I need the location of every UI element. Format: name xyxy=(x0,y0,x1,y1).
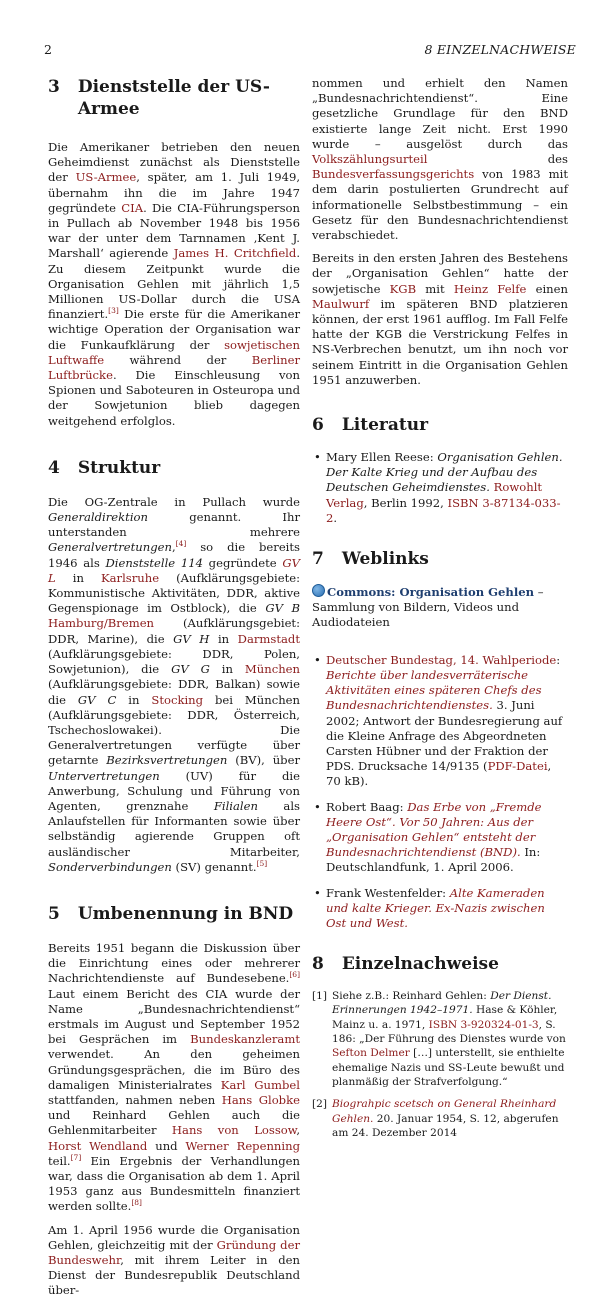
section-number: 6 xyxy=(312,415,324,436)
footnote-ref[interactable]: [6] xyxy=(289,970,300,980)
text: während der xyxy=(104,352,252,367)
link-commons[interactable]: Commons: Organisation Gehlen xyxy=(327,585,535,600)
link-werner-repenning[interactable]: Werner Repenning xyxy=(185,1138,300,1153)
weblinks-list xyxy=(312,653,568,931)
text: 20. Januar 1954, S. 12, abgerufen am 24. Dezember 2014 xyxy=(332,1112,559,1139)
text: (SV) genannt. xyxy=(171,859,257,874)
text: (Aufklärungsgebiet: DDR, Marine), die xyxy=(48,616,300,646)
text: Der Dienst. Erinnerungen 1942–1971. xyxy=(332,990,552,1017)
text: . xyxy=(333,510,338,525)
link-gv-l[interactable]: GV L xyxy=(48,555,300,585)
section-number: 7 xyxy=(312,549,324,570)
text: als Anlaufstellen für Informanten sowie über selbständig agierende Gruppen oft ausländischer Mitarbeiter, xyxy=(48,798,300,859)
text: In: Deutschlandfunk, 1. April 2006. xyxy=(326,845,541,875)
heading-umbenennung xyxy=(48,903,300,925)
text: , Berlin 1992, xyxy=(363,495,448,510)
text: . Die CIA-Führungsperson in Pullach ab November 1948 bis 1956 war der unter dem Tarnnamen ‚Kent J. Marshall‘ agierende xyxy=(48,200,300,261)
list-item xyxy=(312,886,568,932)
text: einen xyxy=(526,281,568,296)
text: Laut einem Bericht des CIA wurde der Name „Bundesnachrichtendienst“ erstmals im August und September 1952 bei Gesprächen im xyxy=(48,986,300,1047)
text: GV H xyxy=(173,631,210,646)
link-volkszaehlungsurteil[interactable]: Volkszählungsurteil xyxy=(312,152,428,167)
link-kgb[interactable]: KGB xyxy=(389,281,417,296)
text: nommen und erhielt den Namen „Bundesnachrichtendienst“. Eine gesetzliche Grundlage für den BND existierte lange Zeit nicht. Erst 1990 wurde – ausgelöst durch das xyxy=(312,76,568,151)
text: , xyxy=(171,540,176,555)
text: Mary Ellen Reese: xyxy=(326,450,438,465)
text: Frank Westenfelder: xyxy=(326,885,450,900)
link-karl-gumbel[interactable]: Karl Gumbel xyxy=(220,1077,300,1092)
link-heinz-felfe[interactable]: Heinz Felfe xyxy=(453,281,527,296)
left-column xyxy=(48,76,300,1299)
text: Sonderverbindungen xyxy=(48,859,172,874)
link-maulwurf[interactable]: Maulwurf xyxy=(312,296,370,311)
text: Hase & Köhler, Mainz u. a. 1971, xyxy=(332,1004,558,1031)
text: Bereits in den ersten Jahren des Bestehens der „Organisation Gehlen“ hatte der sowjetische xyxy=(312,251,568,296)
text: (BV), über xyxy=(227,753,300,768)
link-stocking[interactable]: Stocking xyxy=(151,692,204,707)
section-title: Einzelnachweise xyxy=(341,954,499,975)
text: , S. 186: „Der Führung des Dienstes wurde von xyxy=(332,1018,566,1046)
link-bundeskanzleramt[interactable]: Bundeskanzleramt xyxy=(190,1032,300,1047)
text: Die erste für die Amerikaner wichtige Operation der Organisation war die Funkaufklärung der xyxy=(48,307,300,352)
text: , mit ihrem Leiter in den Dienst der Bundesrepublik Deutschland über- xyxy=(48,1253,300,1298)
link-biographic-sketch[interactable]: Biograhpic scetsch on General Rheinhard Gehlen. xyxy=(332,1098,557,1125)
link-hamburg-bremen[interactable]: Hamburg/Bremen xyxy=(48,616,155,631)
link-cia[interactable]: CIA xyxy=(121,200,144,215)
commons-icon xyxy=(312,584,325,597)
link-pdf[interactable]: PDF-Datei xyxy=(487,759,548,774)
references-list xyxy=(312,989,568,1140)
text: GV C xyxy=(77,692,117,707)
text: , 70 kB). xyxy=(326,759,552,789)
text: und xyxy=(147,1138,186,1153)
footnote-ref[interactable]: [3] xyxy=(108,306,119,316)
footnote-ref[interactable]: [4] xyxy=(175,539,187,549)
link-isbn[interactable]: ISBN 3-87134-033-2 xyxy=(326,495,561,525)
heading-dienststelle xyxy=(48,76,300,120)
text: Organisation Gehlen. Der Kalte Krieg und der Aufbau des Deutschen Geheimdienstes. xyxy=(326,450,563,495)
text: – Sammlung von Bildern, Videos und Audiodateien xyxy=(312,585,544,630)
link-us-armee[interactable]: US-Armee xyxy=(75,170,137,185)
umbenennung-paragraph xyxy=(48,941,300,1215)
text: Generaldirektion xyxy=(48,510,148,525)
running-header: 8 EINZELNACHWEISE xyxy=(424,42,576,57)
text: Robert Baag: xyxy=(326,799,408,814)
text: des xyxy=(427,152,568,167)
text: in xyxy=(116,692,152,707)
text: in xyxy=(209,631,238,646)
section-title: Weblinks xyxy=(341,549,429,570)
footnote-ref[interactable]: [7] xyxy=(70,1152,82,1162)
heading-struktur xyxy=(48,457,300,479)
link-gruendung-bundeswehr[interactable]: Gründung der Bundeswehr xyxy=(48,1237,300,1267)
text: (Aufklärungsgebiete: Kommunistische Aktivitäten, DDR, aktive Gegenspionage im Ostblock), die xyxy=(48,570,301,616)
text: genannt. Ihr unterstanden mehrere xyxy=(48,510,300,540)
text: teil. xyxy=(48,1153,71,1168)
footnote-ref[interactable]: [8] xyxy=(131,1198,142,1208)
continuation-paragraph xyxy=(312,76,568,243)
reference-number: [1] xyxy=(312,990,328,1003)
link-bundesverfassungsgericht[interactable]: Bundesverfassungsgerichts xyxy=(312,167,475,182)
reference-item xyxy=(312,989,568,1089)
link-berliner-luftbruecke[interactable]: Berliner Luftbrücke xyxy=(48,352,300,383)
text: 3. Juni 2002; Antwort der Bundesregierung auf die Kleine Anfrage des Abgeordneten Carsten Hübner und der Fraktion der PDS. Drucksache 14/9135 ( xyxy=(326,698,563,774)
section-number: 4 xyxy=(48,457,60,478)
text: bei München (Aufklärungsgebiete: DDR, Österreich, Tschechoslowakei). Die Generalvertretungen verfügte über getarnte xyxy=(48,692,300,768)
link-sowjetische-luftwaffe[interactable]: sowjetischen Luftwaffe xyxy=(48,337,300,367)
text: : xyxy=(556,652,561,667)
heading-literatur xyxy=(312,414,568,436)
text: Siehe z.B.: Reinhard Gehlen: xyxy=(332,990,491,1003)
footnote-ref[interactable]: [5] xyxy=(256,858,268,868)
text: . Zu diesem Zeitpunkt wurde die Organisation Gehlen mit jährlich 1,5 Millionen US-Dollar durch die USA finanziert. xyxy=(48,246,300,322)
link-erbe-fremde-heere[interactable]: Das Erbe von „Fremde Heere Ost“. Vor 50 Jahren: Aus der „Organisation Gehlen“ entsteht der Bundesnachrichtendienst (BND). xyxy=(326,799,542,860)
text: verwendet. An den geheimen Gründungsgesprächen, die im Büro des damaligen Ministerialrates xyxy=(48,1047,300,1092)
text: Filialen xyxy=(213,798,258,813)
link-bundestag[interactable]: Deutscher Bundestag, 14. Wahlperiode xyxy=(326,652,557,667)
text: mit xyxy=(416,281,454,296)
link-darmstadt[interactable]: Darmstadt xyxy=(237,631,301,646)
reference-number: [2] xyxy=(312,1098,328,1111)
text: GV G xyxy=(171,662,210,677)
text: in xyxy=(55,570,101,585)
section-number: 5 xyxy=(48,903,60,924)
section-title: Literatur xyxy=(341,415,429,436)
link-berichte[interactable]: Berichte über landesverräterische Aktivitäten eines späteren Chefs des Bundesnachrichtendienstes. xyxy=(326,667,542,713)
list-item xyxy=(312,450,568,526)
heading-einzelnachweise xyxy=(312,953,568,975)
page-number: 2 xyxy=(44,42,52,57)
text: […] unterstellt, sie enthielte ehemalige Nazis und SS-Leute bewußt und planmäßig der Strafverfolgung.“ xyxy=(332,1047,565,1088)
text: Ein Ergebnis der Verhandlungen war, dass die Organisation ab dem 1. April 1953 ganz aus Bundesmitteln finanziert werden sollte. xyxy=(48,1153,300,1214)
reference-item xyxy=(312,1097,568,1140)
text: (Aufklärungsgebiete: DDR, Balkan) sowie die xyxy=(48,677,300,707)
list-item xyxy=(312,653,568,790)
text: Dienststelle 114 xyxy=(105,555,203,570)
text: Bereits 1951 begann die Diskussion über die Einrichtung eines oder mehrerer Nachrichtendienste auf Bundesebene. xyxy=(48,940,300,986)
literatur-list xyxy=(312,450,568,526)
link-sefton-delmer[interactable]: Sefton Delmer xyxy=(332,1047,410,1060)
link-muenchen[interactable]: München xyxy=(244,662,300,677)
text: Die OG-Zentrale in Pullach wurde xyxy=(48,494,300,509)
text: so die bereits 1946 als xyxy=(48,540,300,570)
felfe-paragraph xyxy=(312,251,568,388)
section-title: Struktur xyxy=(77,457,161,478)
text: , später, am 1. Juli 1949, übernahm ihn die im Jahre 1947 gegründete xyxy=(48,170,301,215)
text: Generalvertretungen xyxy=(48,540,172,555)
text: Untervertretungen xyxy=(48,768,160,783)
text: stattfanden, nahmen neben xyxy=(48,1092,222,1107)
text: in xyxy=(209,662,245,677)
text: (Aufklärungsgebiete: DDR, Polen, Sowjetunion), die xyxy=(48,646,300,677)
text: von 1983 mit dem darin postulierten Grundrecht auf informationelle Selbstbestimmung – ein Gesetz für den Bundesnachrichtendienst verabschiedet. xyxy=(312,167,568,243)
link-horst-wendland[interactable]: Horst Wendland xyxy=(48,1138,148,1153)
text: Die Amerikaner betrieben den neuen Geheimdienst zunächst als Dienststelle der xyxy=(48,140,300,185)
link-hans-globke[interactable]: Hans Globke xyxy=(221,1092,300,1107)
text: , xyxy=(296,1123,300,1138)
link-isbn-gehlen[interactable]: ISBN 3-920324-01-3 xyxy=(428,1018,539,1031)
link-alte-kameraden[interactable]: Alte Kameraden und kalte Krieger. Ex-Nazis zwischen Ost und West. xyxy=(326,885,545,930)
link-hans-von-lossow[interactable]: Hans von Lossow xyxy=(171,1123,297,1138)
section-title: Umbenennung in BND xyxy=(77,903,294,924)
umbenennung-paragraph-2 xyxy=(48,1223,300,1299)
text: GV B xyxy=(265,601,301,616)
section-title: Dienststelle der US-Armee xyxy=(77,77,270,119)
link-rowohlt[interactable]: Rowohlt Verlag xyxy=(326,480,543,510)
heading-weblinks xyxy=(312,548,568,570)
dienststelle-paragraph xyxy=(48,140,300,429)
text: im späteren BND platzieren können, der erst 1961 aufflog. Im Fall Felfe hatte der KGB die Verstrickung Felfes in NS-Verbrechen benutzt, um ihn noch vor seinem Eintritt in die Organisation Gehlen 1951 anzuwerben. xyxy=(312,296,568,387)
section-number: 3 xyxy=(48,77,60,97)
list-item xyxy=(312,800,568,876)
text: (UV) für die Anwerbung, Schulung und Führung von Agenten, grenznahe xyxy=(48,768,300,813)
struktur-paragraph xyxy=(48,495,300,875)
commons-box xyxy=(312,584,568,631)
section-number: 8 xyxy=(312,954,324,975)
text: Am 1. April 1956 wurde die Organisation Gehlen, gleichzeitig mit der xyxy=(48,1222,300,1252)
text: Bezirksvertretungen xyxy=(106,753,228,768)
text: . Die Einschleusung von Spionen und Saboteuren in Osteuropa und der Sowjetunion blieb dagegen weitgehend erfolglos. xyxy=(48,368,300,428)
text: und Reinhard Gehlen auch die Gehlenmitarbeiter xyxy=(48,1108,300,1138)
link-critchfield[interactable]: James H. Critchfield xyxy=(173,246,297,261)
link-karlsruhe[interactable]: Karlsruhe xyxy=(100,570,160,585)
text: gegründete xyxy=(202,555,283,570)
right-column xyxy=(312,76,568,1140)
